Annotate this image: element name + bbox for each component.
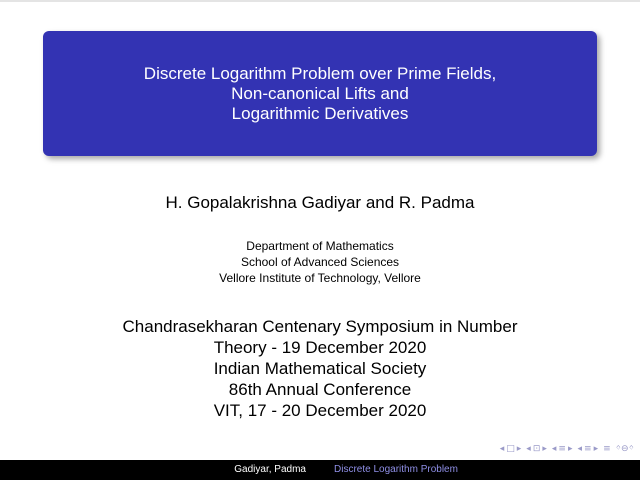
nav-frame-icon[interactable]: □: [506, 444, 515, 454]
title-line-1: Discrete Logarithm Problem over Prime Fields,: [143, 63, 497, 83]
slide-top-edge: [0, 0, 640, 2]
nav-section-prev-icon[interactable]: ◂: [551, 444, 557, 454]
date-line-5: VIT, 17 - 20 December 2020: [213, 401, 427, 420]
institute-line-1: Department of Mathematics: [246, 239, 394, 253]
title-line-3: Logarithmic Derivatives: [231, 103, 409, 123]
title-box: [43, 31, 597, 156]
institute-line-3: Vellore Institute of Technology, Vellore: [219, 271, 421, 285]
nav-align-icon[interactable]: ≡: [603, 444, 611, 454]
nav-section-group-2: [578, 444, 599, 454]
nav-doc-prev-icon[interactable]: ◂: [577, 444, 583, 454]
date-block: [0, 316, 640, 421]
date-line-3: Indian Mathematical Society: [213, 359, 427, 378]
date-line-1: Chandrasekharan Centenary Symposium in Number: [122, 317, 518, 336]
nav-frame-group: [500, 444, 522, 454]
footer-title: [320, 460, 640, 480]
nav-search-icon[interactable]: ᛜ⊖ᛜ: [615, 444, 634, 454]
nav-subsection-next-icon[interactable]: ▸: [542, 444, 547, 454]
nav-section-next-icon[interactable]: ▸: [567, 444, 573, 454]
institute-line-2: School of Advanced Sciences: [240, 255, 400, 269]
institute: [0, 238, 640, 286]
footer-author-text: Gadiyar, Padma: [234, 464, 306, 475]
footer-title-text: Discrete Logarithm Problem: [334, 464, 458, 475]
nav-frame-next-icon[interactable]: ▸: [516, 444, 522, 454]
date-line-4: 86th Annual Conference: [228, 380, 412, 399]
title-line-2: Non-canonical Lifts and: [231, 83, 409, 103]
nav-section-icon[interactable]: ≡: [558, 444, 566, 454]
nav-section-group-1: [552, 444, 573, 454]
footer: [0, 460, 640, 480]
nav-doc-icon[interactable]: ≡: [584, 444, 592, 454]
nav-subsection-group: [526, 444, 547, 454]
nav-frame-prev-icon[interactable]: ◂: [499, 444, 505, 454]
footer-author: [0, 460, 320, 480]
date-line-2: Theory - 19 December 2020: [213, 338, 427, 357]
authors: H. Gopalakrishna Gadiyar and R. Padma: [165, 193, 475, 212]
nav-subsection-icon[interactable]: ⊡: [532, 444, 541, 454]
nav-subsection-prev-icon[interactable]: ◂: [526, 444, 531, 454]
beamer-navigation-bar: [500, 444, 634, 454]
nav-doc-next-icon[interactable]: ▸: [593, 444, 599, 454]
